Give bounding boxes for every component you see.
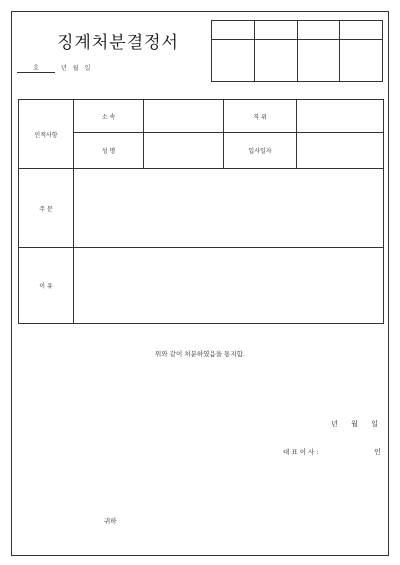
representative-label: 대 표 이 사 : — [283, 448, 319, 456]
hire-date-label: 입사일자 — [224, 133, 297, 169]
approval-sign-cell[interactable] — [254, 40, 297, 82]
notice-text: 위와 같이 처분하였음을 통지함. — [155, 350, 245, 358]
document-number — [17, 63, 90, 73]
document-title: 징계처분결정서 — [57, 33, 179, 53]
name-field[interactable] — [144, 133, 224, 169]
affiliation-label: 소 속 — [74, 100, 144, 133]
doc-number-suffix: 호 — [17, 63, 55, 73]
position-label: 직 위 — [224, 100, 297, 133]
reason-field[interactable] — [74, 248, 384, 324]
approval-header-cell — [212, 21, 255, 40]
affiliation-field[interactable] — [144, 100, 224, 133]
hire-date-field[interactable] — [297, 133, 384, 169]
doc-month-label: 월 — [72, 65, 79, 72]
approval-header-cell — [254, 21, 297, 40]
recipient-suffix: 귀하 — [104, 517, 117, 525]
disciplinary-form-table — [18, 99, 384, 324]
doc-day-label: 일 — [84, 65, 91, 72]
position-field[interactable] — [297, 100, 384, 133]
name-label: 성 명 — [74, 133, 144, 169]
seal-label: 인 — [374, 448, 381, 456]
order-label: 주 문 — [19, 169, 74, 248]
reason-label: 이 유 — [19, 248, 74, 324]
order-field[interactable] — [74, 169, 384, 248]
approval-header-cell — [340, 21, 383, 40]
approval-sign-cell[interactable] — [212, 40, 255, 82]
approval-box — [211, 20, 383, 82]
issue-date-line: 년 월 일 — [331, 420, 378, 428]
approval-sign-cell[interactable] — [340, 40, 383, 82]
personal-info-label: 인적사항 — [19, 100, 74, 169]
approval-sign-cell[interactable] — [297, 40, 340, 82]
doc-year-label: 년 — [61, 65, 67, 72]
approval-header-cell — [297, 21, 340, 40]
